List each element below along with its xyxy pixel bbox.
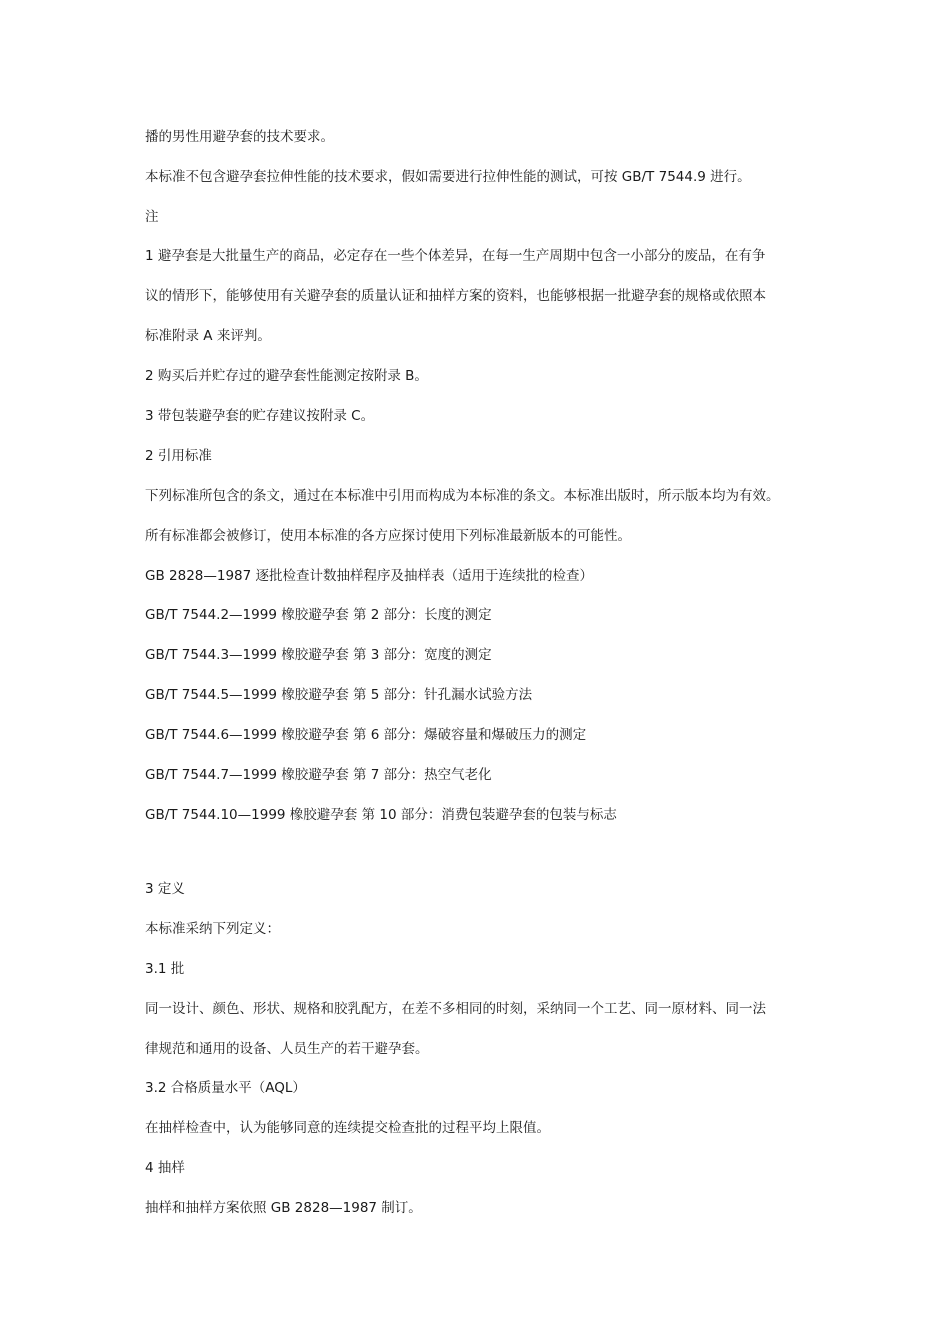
reference-item: GB/T 7544.6—1999 橡胶避孕套 第 6 部分：爆破容量和爆破压力的测定 bbox=[145, 727, 587, 743]
reference-item: GB/T 7544.7—1999 橡胶避孕套 第 7 部分：热空气老化 bbox=[145, 767, 492, 783]
section-heading: 4 抽样 bbox=[145, 1160, 185, 1176]
reference-item: GB/T 7544.10—1999 橡胶避孕套 第 10 部分：消费包装避孕套的包装与标志 bbox=[145, 807, 617, 823]
text-line: 下列标准所包含的条文，通过在本标准中引用而构成为本标准的条文。本标准出版时，所示版本均为有效。 bbox=[145, 488, 780, 504]
subsection-heading: 3.1 批 bbox=[145, 961, 185, 977]
text-line: 2 购买后并贮存过的避孕套性能测定按附录 B。 bbox=[145, 368, 428, 384]
text-line: 同一设计、颜色、形状、规格和胶乳配方，在差不多相同的时刻，采纳同一个工艺、同一原材料、同一法 bbox=[145, 1001, 766, 1017]
text-line: 标准附录 A 来评判。 bbox=[145, 328, 271, 344]
text-line: 律规范和通用的设备、人员生产的若干避孕套。 bbox=[145, 1041, 429, 1057]
text-line: 1 避孕套是大批量生产的商品，必定存在一些个体差异，在每一生产周期中包含一小部分的废品，在有争 bbox=[145, 248, 766, 264]
text-line: 抽样和抽样方案依照 GB 2828—1987 制订。 bbox=[145, 1200, 422, 1216]
reference-item: GB/T 7544.3—1999 橡胶避孕套 第 3 部分：宽度的测定 bbox=[145, 647, 492, 663]
text-line: 议的情形下，能够使用有关避孕套的质量认证和抽样方案的资料，也能够根据一批避孕套的规格或依照本 bbox=[145, 288, 766, 304]
subsection-heading: 3.2 合格质量水平（AQL） bbox=[145, 1080, 306, 1096]
section-heading: 3 定义 bbox=[145, 881, 185, 897]
text-line: 所有标准都会被修订，使用本标准的各方应探讨使用下列标准最新版本的可能性。 bbox=[145, 528, 631, 544]
text-line: 3 带包装避孕套的贮存建议按附录 C。 bbox=[145, 408, 375, 424]
text-line: 本标准采纳下列定义： bbox=[145, 921, 280, 937]
note-heading: 注 bbox=[145, 209, 159, 225]
reference-item: GB/T 7544.5—1999 橡胶避孕套 第 5 部分：针孔漏水试验方法 bbox=[145, 687, 533, 703]
section-heading: 2 引用标准 bbox=[145, 448, 212, 464]
reference-item: GB 2828—1987 逐批检查计数抽样程序及抽样表（适用于连续批的检查） bbox=[145, 568, 594, 584]
reference-item: GB/T 7544.2—1999 橡胶避孕套 第 2 部分：长度的测定 bbox=[145, 607, 492, 623]
text-line: 本标准不包含避孕套拉伸性能的技术要求，假如需要进行拉伸性能的测试，可按 GB/T 7544.9 进行。 bbox=[145, 169, 751, 185]
text-line: 在抽样检查中，认为能够同意的连续提交检查批的过程平均上限值。 bbox=[145, 1120, 550, 1136]
text-line: 播的男性用避孕套的技术要求。 bbox=[145, 129, 334, 145]
